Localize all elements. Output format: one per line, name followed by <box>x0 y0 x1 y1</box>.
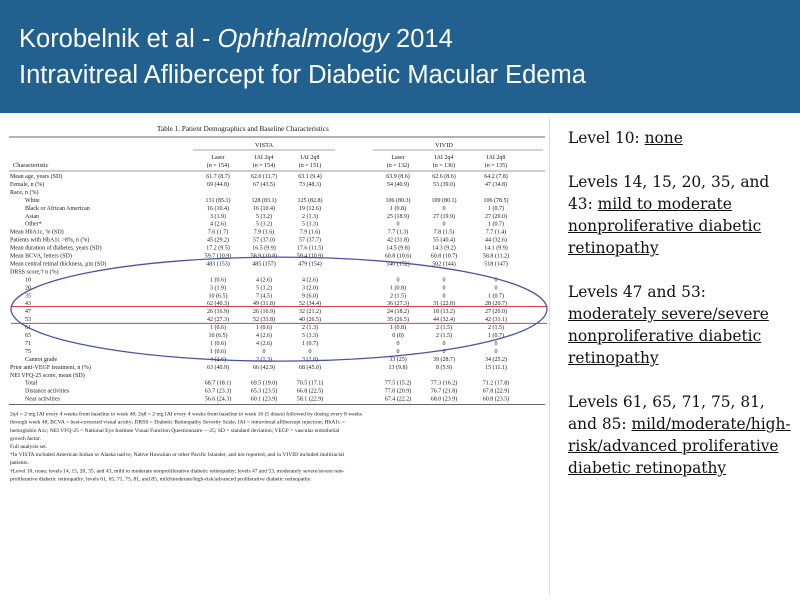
row-value: 71.2 (17.8) <box>482 380 510 387</box>
row-value: 0 <box>396 277 400 284</box>
row-value: 5 (3.2) <box>256 213 272 220</box>
column-header-arm: Laser <box>211 155 225 161</box>
row-value: 77.5 (15.2) <box>384 380 412 387</box>
note-levels-pdr <box>568 391 796 479</box>
row-label: 71 <box>25 340 31 347</box>
row-value: 70.5 (17.1) <box>296 380 324 387</box>
row-value: 14.1 (9.9) <box>484 245 508 252</box>
row-label: 53 <box>25 317 31 324</box>
row-label: 20 <box>25 285 31 292</box>
row-label: 43 <box>25 301 31 308</box>
row-value: 15 (11.1) <box>485 364 507 371</box>
row-value: 35 (26.5) <box>387 317 409 324</box>
baseline-characteristics-table <box>7 118 550 594</box>
row-label: Distance activities <box>25 388 70 395</box>
row-value: 32 (21.2) <box>299 309 321 316</box>
row-value: 60.1 (23.9) <box>250 396 278 403</box>
column-header-arm: IAI 2q4 <box>434 155 454 161</box>
row-label: Asian <box>25 213 39 220</box>
row-value: 63.1 (9.4) <box>298 174 322 180</box>
row-value: 4 (2.6) <box>256 333 272 339</box>
row-value: 58.1 (22.9) <box>296 396 324 403</box>
row-value: 67.4 (22.2) <box>384 396 412 403</box>
column-header-arm: IAI 2q4 <box>254 155 274 161</box>
row-label: 35 <box>25 293 31 300</box>
row-value: 76.7 (21.8) <box>430 388 458 395</box>
row-value: 2 (1.5) <box>488 325 504 332</box>
row-value: 28 (20.7) <box>485 301 507 308</box>
row-value: 5 (3.3) <box>302 221 318 228</box>
row-value: 14.5 (9.8) <box>386 245 410 252</box>
row-value: 7.7 (1.4) <box>485 229 507 236</box>
table-footnote: proliferative diabetic retinopathy; levels 61, 65, 71, 75, 81, and 85, mild/moderate/high-risk/advanced proliferative diabetic retinopathy. <box>10 476 312 483</box>
row-value: 53 (39.0) <box>433 181 455 188</box>
row-value: 0 <box>442 277 446 284</box>
row-value: 77.0 (20.9) <box>384 388 412 395</box>
row-value: 0 <box>442 340 446 347</box>
row-value: 0 <box>442 221 446 228</box>
slide-header <box>0 0 800 113</box>
row-value: 60.8 (10.6) <box>384 253 412 260</box>
row-value: 485 (157) <box>252 261 276 268</box>
row-value: 1 (0.8) <box>390 205 406 212</box>
note-text: none <box>644 129 683 147</box>
column-header-arm: IAI 2q8 <box>486 155 506 161</box>
row-value: 63.9 (8.6) <box>386 174 410 180</box>
row-label: Other* <box>25 221 42 228</box>
row-value: 7.7 (1.3) <box>387 229 409 236</box>
row-value: 5 (3.2) <box>256 285 272 292</box>
note-prefix: Levels 14, 15, 20, 35, and 43: <box>568 173 770 213</box>
row-value: 1 (0.6) <box>210 348 226 355</box>
row-value: 0 <box>494 348 498 355</box>
table-footnote: growth factor. <box>10 435 42 442</box>
row-value: 42 (31.1) <box>485 317 507 324</box>
column-header-arm: Laser <box>391 155 405 161</box>
row-value: 57 (37.7) <box>299 237 321 244</box>
row-value: 2 (1.3) <box>302 213 318 220</box>
row-value: 106 (78.5) <box>483 197 509 204</box>
row-label: Cannot grade <box>25 356 58 363</box>
row-label: Mean BCVA, letters (SD) <box>10 253 72 260</box>
row-label: DRSS score,† n (%) <box>10 269 59 276</box>
row-label: 65 <box>25 333 31 339</box>
table-footnote: Full analysis set. <box>10 444 48 450</box>
row-label: Near activities <box>25 396 60 403</box>
row-value: 2 (1.5) <box>436 333 452 339</box>
row-value: 58.9 (10.8) <box>250 253 278 260</box>
row-value: 7 (4.5) <box>256 293 272 300</box>
row-value: 62.0 (11.7) <box>250 174 278 180</box>
row-value: 2 (1.5) <box>436 325 452 332</box>
row-value: 1 (0.8) <box>390 285 406 292</box>
row-value: 1 (0.8) <box>390 325 406 332</box>
row-value: 0 <box>442 293 446 300</box>
row-value: 109 (80.1) <box>431 197 457 204</box>
row-value: 55 (40.4) <box>433 237 455 244</box>
row-label: Mean HbA1c, % (SD) <box>10 229 64 236</box>
row-value: 1 (0.6) <box>210 340 226 347</box>
row-value: 57 (37.0) <box>253 237 275 244</box>
row-value: 0 <box>396 221 400 228</box>
row-value: 9 (6.0) <box>302 293 318 300</box>
note-text: moderately severe/severe nonproliferative diabetic retinopathy <box>568 305 769 367</box>
row-value: 7.9 (1.6) <box>253 229 275 236</box>
row-value: 62.6 (8.6) <box>432 174 456 180</box>
row-value: 17.6 (11.5) <box>296 245 324 252</box>
column-header-n: (n = 151) <box>298 163 322 169</box>
highlight-ellipse <box>11 257 547 361</box>
note-levels-mild-moderate-npdr <box>568 171 796 259</box>
row-value: 68.7 (18.1) <box>204 380 232 387</box>
row-label: 75 <box>25 348 31 355</box>
row-label: Female, n (%) <box>10 181 45 188</box>
row-value: 4 (2.6) <box>256 277 272 284</box>
row-value: 44 (32.6) <box>485 237 507 244</box>
note-prefix: Level 10: <box>568 129 645 147</box>
row-value: 0 <box>494 285 498 292</box>
row-value: 65.3 (23.5) <box>250 388 278 395</box>
row-value: 479 (154) <box>298 261 322 268</box>
row-value: 16.5 (9.9) <box>252 245 276 252</box>
row-value: 34 (25.2) <box>485 356 507 363</box>
row-value: 25 (18.9) <box>387 213 409 220</box>
row-value: 47 (34.8) <box>485 181 507 188</box>
row-value: 60.8 (10.7) <box>430 253 458 260</box>
row-value: 54 (40.9) <box>387 181 409 188</box>
row-value: 5 (3.2) <box>256 221 272 228</box>
row-value: 58.8 (11.2) <box>482 253 510 260</box>
row-label: 61 <box>25 325 31 332</box>
row-label: Black or African American <box>25 205 90 212</box>
row-value: 8 (5.9) <box>436 364 452 371</box>
group-header-vista: VISTA <box>254 142 274 149</box>
characteristic-header: Characteristic <box>13 162 49 169</box>
row-value: 69.5 (19.0) <box>250 380 278 387</box>
note-text: mild/moderate/high-risk/advanced proliferative diabetic retinopathy <box>568 415 791 477</box>
row-value: 44 (32.4) <box>433 317 455 324</box>
row-value: 0 <box>396 340 400 347</box>
row-value: 3 (1.9) <box>210 285 226 292</box>
row-label: Patients with HbA1c >8%, n (%) <box>10 237 90 244</box>
column-header-n: (n = 135) <box>484 163 508 169</box>
row-label: Prior anti-VEGF treatment, n (%) <box>10 364 91 371</box>
row-value: 17.2 (9.5) <box>206 245 230 252</box>
row-value: 0 <box>262 348 266 355</box>
row-value: 49 (31.8) <box>253 301 275 308</box>
row-value: 7.6 (1.7) <box>207 229 229 236</box>
header-citation <box>19 24 453 54</box>
table-title: Table 1. Patient Demographics and Baseline Characteristics <box>157 125 329 133</box>
row-value: 1 (0.7) <box>302 340 318 347</box>
table-footnote: †Level 10, none; levels 14, 15, 20, 35, and 43, mild to moderate nonproliferative diabetic retinopathy; levels 47 and 53, moderately severe/severe non- <box>10 468 345 475</box>
row-label: Mean central retinal thickness, µm (SD) <box>10 261 107 268</box>
row-value: 13 (9.8) <box>388 364 408 371</box>
column-header-arm: IAI 2q8 <box>300 155 320 161</box>
row-value: 14.3 (9.2) <box>432 245 456 252</box>
row-value: 502 (144) <box>432 261 456 268</box>
row-value: 63.7 (23.3) <box>204 388 232 395</box>
row-value: 67 (43.5) <box>253 181 275 188</box>
row-value: 1 (0.6) <box>210 325 226 332</box>
row-value: 125 (82.8) <box>297 197 323 204</box>
row-value: 0 <box>308 348 312 355</box>
row-value: 7.8 (1.5) <box>433 229 455 236</box>
row-value: 128 (83.1) <box>251 197 277 204</box>
row-value: 16 (10.4) <box>253 205 275 212</box>
row-value: 0 <box>442 205 446 212</box>
row-value: 0 <box>442 285 446 292</box>
note-prefix: Levels 47 and 53: <box>568 283 706 301</box>
row-value: 31 (22.8) <box>433 301 455 308</box>
column-header-n: (n = 154) <box>206 163 230 169</box>
row-label: NEI VFQ-25 score, mean (SD) <box>10 372 85 379</box>
row-value: 52 (33.8) <box>253 317 275 324</box>
row-value: 16 (10.4) <box>207 205 229 212</box>
row-value: 62 (40.3) <box>207 301 229 308</box>
row-value: 77.3 (16.2) <box>430 380 458 387</box>
row-label: Total <box>25 380 38 387</box>
row-value: 59.4 (10.9) <box>296 253 324 260</box>
row-value: 42 (31.8) <box>387 237 409 244</box>
row-label: Mean duration of diabetes, years (SD) <box>10 245 102 252</box>
row-value: 18 (13.2) <box>433 309 455 316</box>
column-header-n: (n = 136) <box>432 163 456 169</box>
row-value: 63 (40.9) <box>207 364 229 371</box>
row-value: 56.6 (24.3) <box>204 396 232 403</box>
row-value: 45 (29.2) <box>207 237 229 244</box>
row-value: 24 (18.2) <box>387 309 409 316</box>
row-value: 2 (1.5) <box>390 293 406 300</box>
group-header-vivid: VIVID <box>434 142 454 149</box>
row-value: 0 <box>494 277 498 284</box>
row-value: 27 (19.9) <box>433 213 455 220</box>
row-value: 67.8 (22.9) <box>482 388 510 395</box>
row-value: 69 (44.8) <box>207 181 229 188</box>
note-text: mild to moderate nonproliferative diabetic retinopathy <box>568 195 762 257</box>
column-header-n: (n = 154) <box>252 163 276 169</box>
row-value: 1 (0.7) <box>488 205 504 212</box>
table-footnote: *In VISTA included American Indian or Alaska native, Native Hawaiian or other Pacific Islander, and not reported, and in VIVID included multiracial <box>10 452 344 459</box>
row-value: 1 (0.6) <box>210 277 226 284</box>
row-value: 60.8 (23.5) <box>482 396 510 403</box>
row-value: 0 <box>494 340 498 347</box>
header-study-title: Intravitreal Aflibercept for Diabetic Macular Edema <box>19 61 586 89</box>
row-value: 59.7 (10.9) <box>204 253 232 260</box>
row-label: Mean age, years (SD) <box>10 174 63 180</box>
row-value: 4 (2.6) <box>256 340 272 347</box>
row-value: 1 (0.7) <box>488 221 504 228</box>
row-label: 47 <box>25 309 31 316</box>
table-figure <box>7 118 549 594</box>
row-value: 2 (1.3) <box>256 356 272 363</box>
row-value: 73 (48.3) <box>299 181 321 188</box>
row-value: 27 (20.0) <box>485 213 507 220</box>
table-footnote: 2q4 = 2 mg IAI every 4 weeks from baseline to week 48; 2q8 = 2 mg IAI every 4 weeks from baseline to week 16 (5 doses) followed by dosing every 8 weeks <box>10 411 363 418</box>
row-value: 19 (12.6) <box>299 205 321 212</box>
row-value: 2 (1.3) <box>302 325 318 332</box>
row-value: 3 (2.0) <box>302 356 318 363</box>
row-value: 33 (25) <box>389 356 407 363</box>
row-value: 131 (85.1) <box>205 197 231 204</box>
row-value: 64.2 (7.8) <box>484 174 508 180</box>
row-value: 26 (16.9) <box>253 309 275 316</box>
row-value: 68 (45.0) <box>299 364 321 371</box>
row-value: 61.7 (8.7) <box>206 174 230 180</box>
row-value: 7.9 (1.6) <box>299 229 321 236</box>
row-value: 52 (34.4) <box>299 301 321 308</box>
row-value: 66.8 (22.5) <box>296 388 324 395</box>
row-value: 518 (147) <box>484 261 508 268</box>
row-value: 106 (80.3) <box>385 197 411 204</box>
row-value: 3 (2.0) <box>302 285 318 292</box>
row-value: 66 (42.9) <box>253 364 275 371</box>
note-prefix: Levels 61, 65, 71, 75, 81, and 85: <box>568 393 765 433</box>
header-year: 2014 <box>388 25 453 53</box>
note-levels-severe-npdr <box>568 281 796 369</box>
row-label: 10 <box>25 277 31 284</box>
header-authors: Korobelnik et al - <box>19 25 218 53</box>
header-journal: Ophthalmology <box>217 25 389 53</box>
row-value: 40 (26.5) <box>299 317 321 324</box>
row-label: White <box>25 197 40 204</box>
row-value: 68.0 (23.9) <box>430 396 458 403</box>
row-value: 5 (3.3) <box>302 333 318 339</box>
row-value: 26 (16.9) <box>207 309 229 316</box>
note-level-10 <box>568 127 796 149</box>
row-value: 4 (2.6) <box>210 221 226 228</box>
row-value: 10 (6.5) <box>208 293 228 300</box>
drss-level-notes <box>568 127 796 501</box>
row-value: 39 (28.7) <box>433 356 455 363</box>
row-value: 42 (27.3) <box>207 317 229 324</box>
column-header-n: (n = 132) <box>386 163 410 169</box>
row-value: 27 (20.0) <box>485 309 507 316</box>
row-value: 0 (0) <box>392 333 404 339</box>
row-value: 540 (152) <box>386 261 410 268</box>
table-footnote: through week 48; BCVA = best-corrected visual acuity; DRSS = Diabetic Retinopathy Severity Scale; IAI = intravitreal aflibercept injection; HbA1c = <box>10 419 345 426</box>
row-value: 1 (0.7) <box>488 333 504 339</box>
row-value: 10 (6.5) <box>208 333 228 339</box>
row-value: 0 <box>442 348 446 355</box>
row-value: 1 (0.6) <box>256 325 272 332</box>
row-value: 483 (153) <box>206 261 230 268</box>
row-value: 1 (0.7) <box>488 293 504 300</box>
row-value: 4 (2.6) <box>210 356 226 363</box>
row-value: 36 (27.3) <box>387 301 409 308</box>
row-label: Race, n (%) <box>10 189 39 196</box>
row-value: 0 <box>396 348 400 355</box>
table-footnote: patients. <box>10 460 29 467</box>
row-value: 3 (1.9) <box>210 213 226 220</box>
table-footnote: hemoglobin A1c; NEI VFQ-25 = National Eye Institute Visual Function Questionnaire —25; SD = standard deviation; VEGF = vascular endothelial <box>10 427 340 434</box>
row-value: 4 (2.6) <box>302 277 318 284</box>
